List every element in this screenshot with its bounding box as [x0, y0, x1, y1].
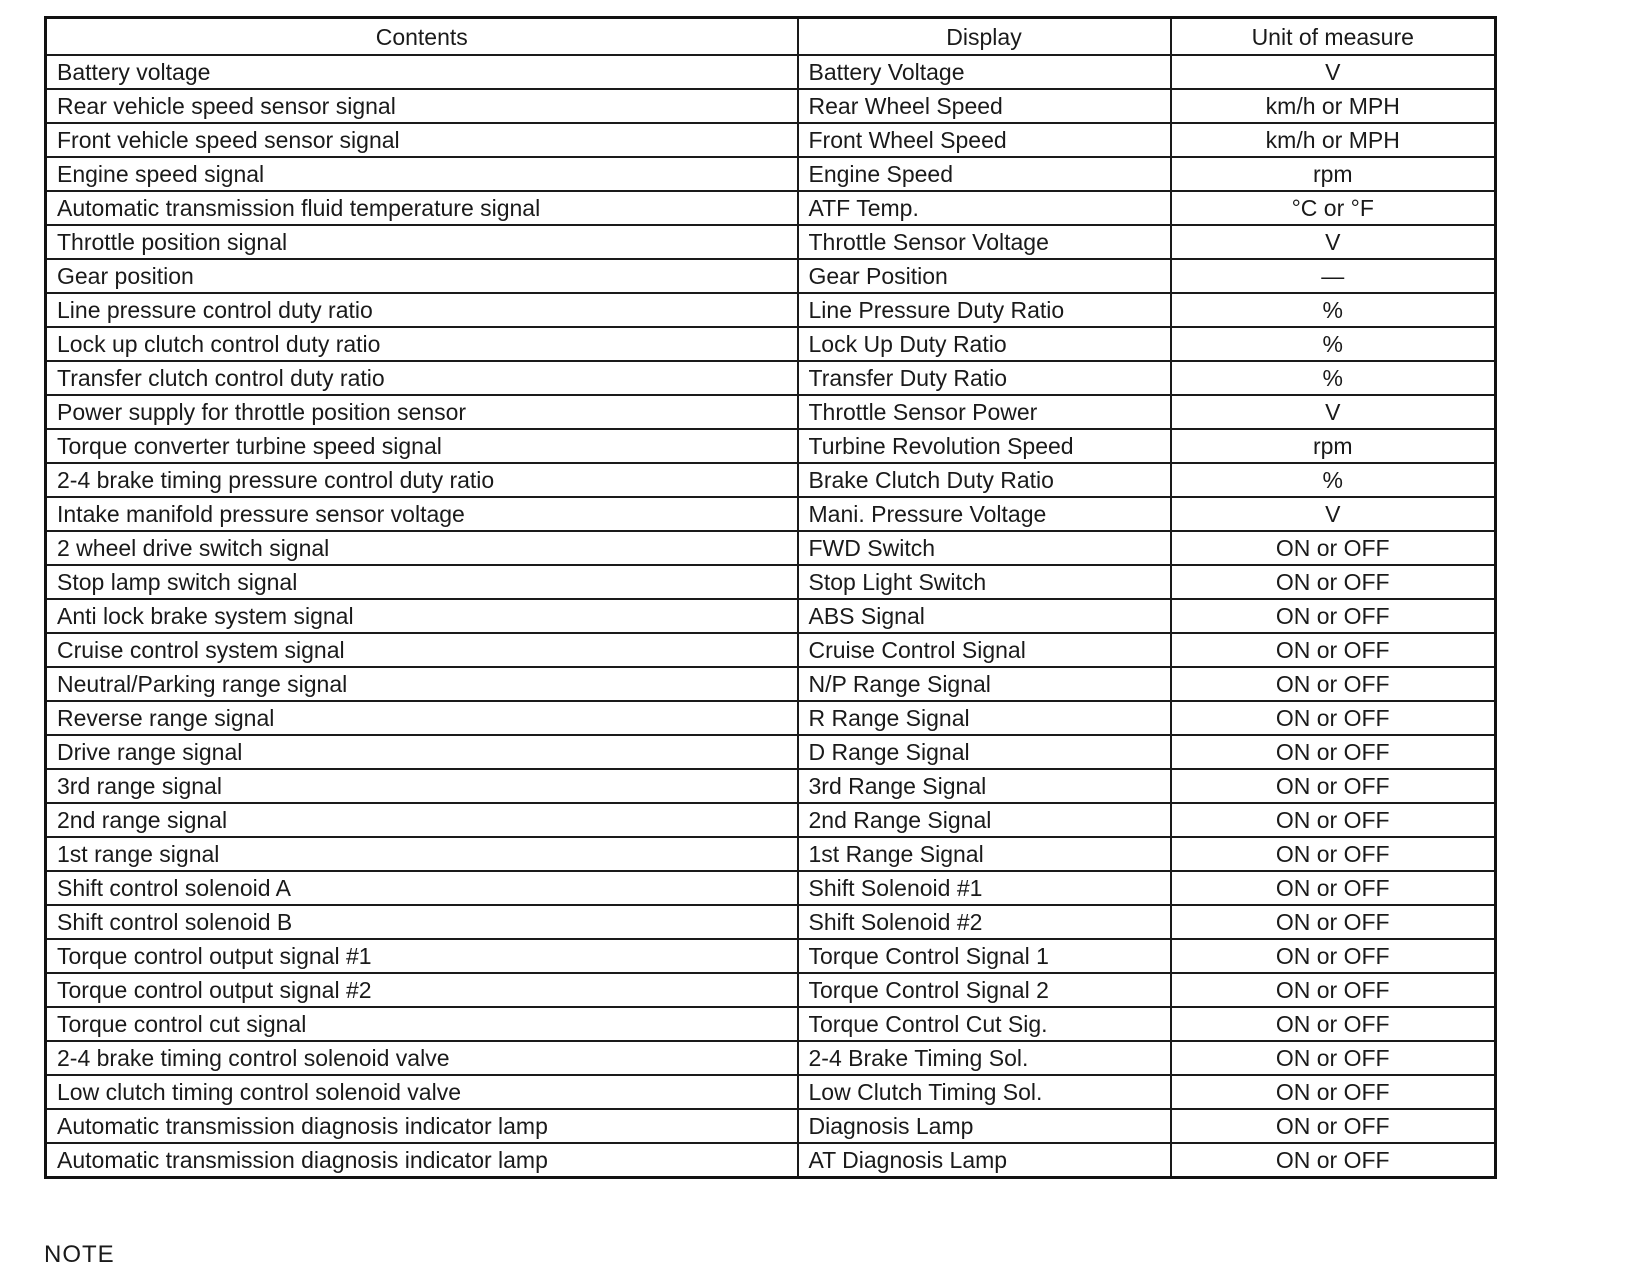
- contents-cell: Shift control solenoid B: [46, 905, 798, 939]
- display-cell: Engine Speed: [798, 157, 1171, 191]
- display-cell: Line Pressure Duty Ratio: [798, 293, 1171, 327]
- display-cell: 2-4 Brake Timing Sol.: [798, 1041, 1171, 1075]
- contents-cell: 2-4 brake timing control solenoid valve: [46, 1041, 798, 1075]
- table-row: [46, 55, 1496, 89]
- display-cell: Torque Control Signal 1: [798, 939, 1171, 973]
- unit-cell: V: [1171, 395, 1496, 429]
- unit-cell: ON or OFF: [1171, 1041, 1496, 1075]
- display-cell: FWD Switch: [798, 531, 1171, 565]
- unit-cell: %: [1171, 463, 1496, 497]
- parameter-table-sheet: [44, 16, 1494, 1179]
- unit-cell: ON or OFF: [1171, 531, 1496, 565]
- unit-cell: ON or OFF: [1171, 735, 1496, 769]
- display-cell: Brake Clutch Duty Ratio: [798, 463, 1171, 497]
- display-cell: Lock Up Duty Ratio: [798, 327, 1171, 361]
- unit-cell: ON or OFF: [1171, 701, 1496, 735]
- display-cell: N/P Range Signal: [798, 667, 1171, 701]
- contents-cell: 2-4 brake timing pressure control duty ratio: [46, 463, 798, 497]
- table-row: [46, 157, 1496, 191]
- table-row: [46, 463, 1496, 497]
- header-display: Display: [798, 18, 1171, 56]
- contents-cell: 2 wheel drive switch signal: [46, 531, 798, 565]
- contents-cell: Torque converter turbine speed signal: [46, 429, 798, 463]
- contents-cell: Neutral/Parking range signal: [46, 667, 798, 701]
- contents-cell: Throttle position signal: [46, 225, 798, 259]
- display-cell: Rear Wheel Speed: [798, 89, 1171, 123]
- display-cell: Throttle Sensor Power: [798, 395, 1171, 429]
- unit-cell: km/h or MPH: [1171, 123, 1496, 157]
- table-row: [46, 633, 1496, 667]
- unit-cell: rpm: [1171, 157, 1496, 191]
- unit-cell: ON or OFF: [1171, 1109, 1496, 1143]
- table-row: [46, 837, 1496, 871]
- table-row: [46, 1143, 1496, 1178]
- table-row: [46, 531, 1496, 565]
- contents-cell: Shift control solenoid A: [46, 871, 798, 905]
- contents-cell: Power supply for throttle position sensor: [46, 395, 798, 429]
- header-unit-of-measure: Unit of measure: [1171, 18, 1496, 56]
- unit-cell: %: [1171, 293, 1496, 327]
- contents-cell: Battery voltage: [46, 55, 798, 89]
- display-cell: Turbine Revolution Speed: [798, 429, 1171, 463]
- note-label: NOTE: [44, 1241, 115, 1268]
- unit-cell: ON or OFF: [1171, 973, 1496, 1007]
- unit-cell: rpm: [1171, 429, 1496, 463]
- table-row: [46, 973, 1496, 1007]
- table-row: [46, 293, 1496, 327]
- contents-cell: Gear position: [46, 259, 798, 293]
- contents-cell: Drive range signal: [46, 735, 798, 769]
- table-row: [46, 497, 1496, 531]
- display-cell: R Range Signal: [798, 701, 1171, 735]
- contents-cell: Automatic transmission diagnosis indicator lamp: [46, 1143, 798, 1178]
- unit-cell: %: [1171, 361, 1496, 395]
- display-cell: Gear Position: [798, 259, 1171, 293]
- contents-cell: Rear vehicle speed sensor signal: [46, 89, 798, 123]
- display-cell: Front Wheel Speed: [798, 123, 1171, 157]
- unit-cell: ON or OFF: [1171, 905, 1496, 939]
- table-row: [46, 225, 1496, 259]
- unit-cell: ON or OFF: [1171, 599, 1496, 633]
- table-row: [46, 905, 1496, 939]
- table-row: [46, 735, 1496, 769]
- display-cell: ATF Temp.: [798, 191, 1171, 225]
- table-row: [46, 667, 1496, 701]
- contents-cell: Reverse range signal: [46, 701, 798, 735]
- unit-cell: ON or OFF: [1171, 565, 1496, 599]
- table-row: [46, 395, 1496, 429]
- table-row: [46, 191, 1496, 225]
- unit-cell: ON or OFF: [1171, 633, 1496, 667]
- table-row: [46, 1109, 1496, 1143]
- unit-cell: —: [1171, 259, 1496, 293]
- contents-cell: Automatic transmission diagnosis indicator lamp: [46, 1109, 798, 1143]
- display-cell: Battery Voltage: [798, 55, 1171, 89]
- contents-cell: 1st range signal: [46, 837, 798, 871]
- contents-cell: Automatic transmission fluid temperature signal: [46, 191, 798, 225]
- display-cell: Transfer Duty Ratio: [798, 361, 1171, 395]
- table-header-row: [46, 18, 1496, 56]
- display-cell: Cruise Control Signal: [798, 633, 1171, 667]
- contents-cell: Torque control output signal #2: [46, 973, 798, 1007]
- contents-cell: Front vehicle speed sensor signal: [46, 123, 798, 157]
- table-row: [46, 123, 1496, 157]
- unit-cell: V: [1171, 225, 1496, 259]
- unit-cell: ON or OFF: [1171, 1007, 1496, 1041]
- unit-cell: ON or OFF: [1171, 1075, 1496, 1109]
- display-cell: Stop Light Switch: [798, 565, 1171, 599]
- table-row: [46, 89, 1496, 123]
- unit-cell: ON or OFF: [1171, 939, 1496, 973]
- contents-cell: Stop lamp switch signal: [46, 565, 798, 599]
- unit-cell: ON or OFF: [1171, 769, 1496, 803]
- contents-cell: Torque control cut signal: [46, 1007, 798, 1041]
- contents-cell: Line pressure control duty ratio: [46, 293, 798, 327]
- table-row: [46, 701, 1496, 735]
- contents-cell: Torque control output signal #1: [46, 939, 798, 973]
- unit-cell: ON or OFF: [1171, 871, 1496, 905]
- unit-cell: °C or °F: [1171, 191, 1496, 225]
- unit-cell: ON or OFF: [1171, 837, 1496, 871]
- contents-cell: 3rd range signal: [46, 769, 798, 803]
- display-cell: 2nd Range Signal: [798, 803, 1171, 837]
- unit-cell: V: [1171, 55, 1496, 89]
- table-row: [46, 259, 1496, 293]
- contents-cell: Intake manifold pressure sensor voltage: [46, 497, 798, 531]
- display-cell: AT Diagnosis Lamp: [798, 1143, 1171, 1178]
- display-cell: Shift Solenoid #2: [798, 905, 1171, 939]
- unit-cell: ON or OFF: [1171, 1143, 1496, 1178]
- display-cell: Torque Control Signal 2: [798, 973, 1171, 1007]
- contents-cell: Engine speed signal: [46, 157, 798, 191]
- display-cell: D Range Signal: [798, 735, 1171, 769]
- display-cell: Low Clutch Timing Sol.: [798, 1075, 1171, 1109]
- contents-cell: Lock up clutch control duty ratio: [46, 327, 798, 361]
- table-row: [46, 361, 1496, 395]
- display-cell: 1st Range Signal: [798, 837, 1171, 871]
- display-cell: 3rd Range Signal: [798, 769, 1171, 803]
- table-row: [46, 939, 1496, 973]
- table-row: [46, 1007, 1496, 1041]
- contents-cell: Anti lock brake system signal: [46, 599, 798, 633]
- table-body: [46, 55, 1496, 1178]
- header-contents: Contents: [46, 18, 798, 56]
- display-cell: Mani. Pressure Voltage: [798, 497, 1171, 531]
- table-row: [46, 769, 1496, 803]
- table-row: [46, 565, 1496, 599]
- table-row: [46, 803, 1496, 837]
- table-row: [46, 871, 1496, 905]
- unit-cell: %: [1171, 327, 1496, 361]
- contents-cell: Low clutch timing control solenoid valve: [46, 1075, 798, 1109]
- parameter-table: [44, 16, 1497, 1179]
- unit-cell: km/h or MPH: [1171, 89, 1496, 123]
- unit-cell: ON or OFF: [1171, 667, 1496, 701]
- table-row: [46, 1075, 1496, 1109]
- unit-cell: V: [1171, 497, 1496, 531]
- display-cell: Diagnosis Lamp: [798, 1109, 1171, 1143]
- display-cell: Shift Solenoid #1: [798, 871, 1171, 905]
- display-cell: Throttle Sensor Voltage: [798, 225, 1171, 259]
- contents-cell: 2nd range signal: [46, 803, 798, 837]
- unit-cell: ON or OFF: [1171, 803, 1496, 837]
- display-cell: Torque Control Cut Sig.: [798, 1007, 1171, 1041]
- contents-cell: Transfer clutch control duty ratio: [46, 361, 798, 395]
- table-row: [46, 429, 1496, 463]
- table-row: [46, 327, 1496, 361]
- table-row: [46, 1041, 1496, 1075]
- contents-cell: Cruise control system signal: [46, 633, 798, 667]
- table-row: [46, 599, 1496, 633]
- display-cell: ABS Signal: [798, 599, 1171, 633]
